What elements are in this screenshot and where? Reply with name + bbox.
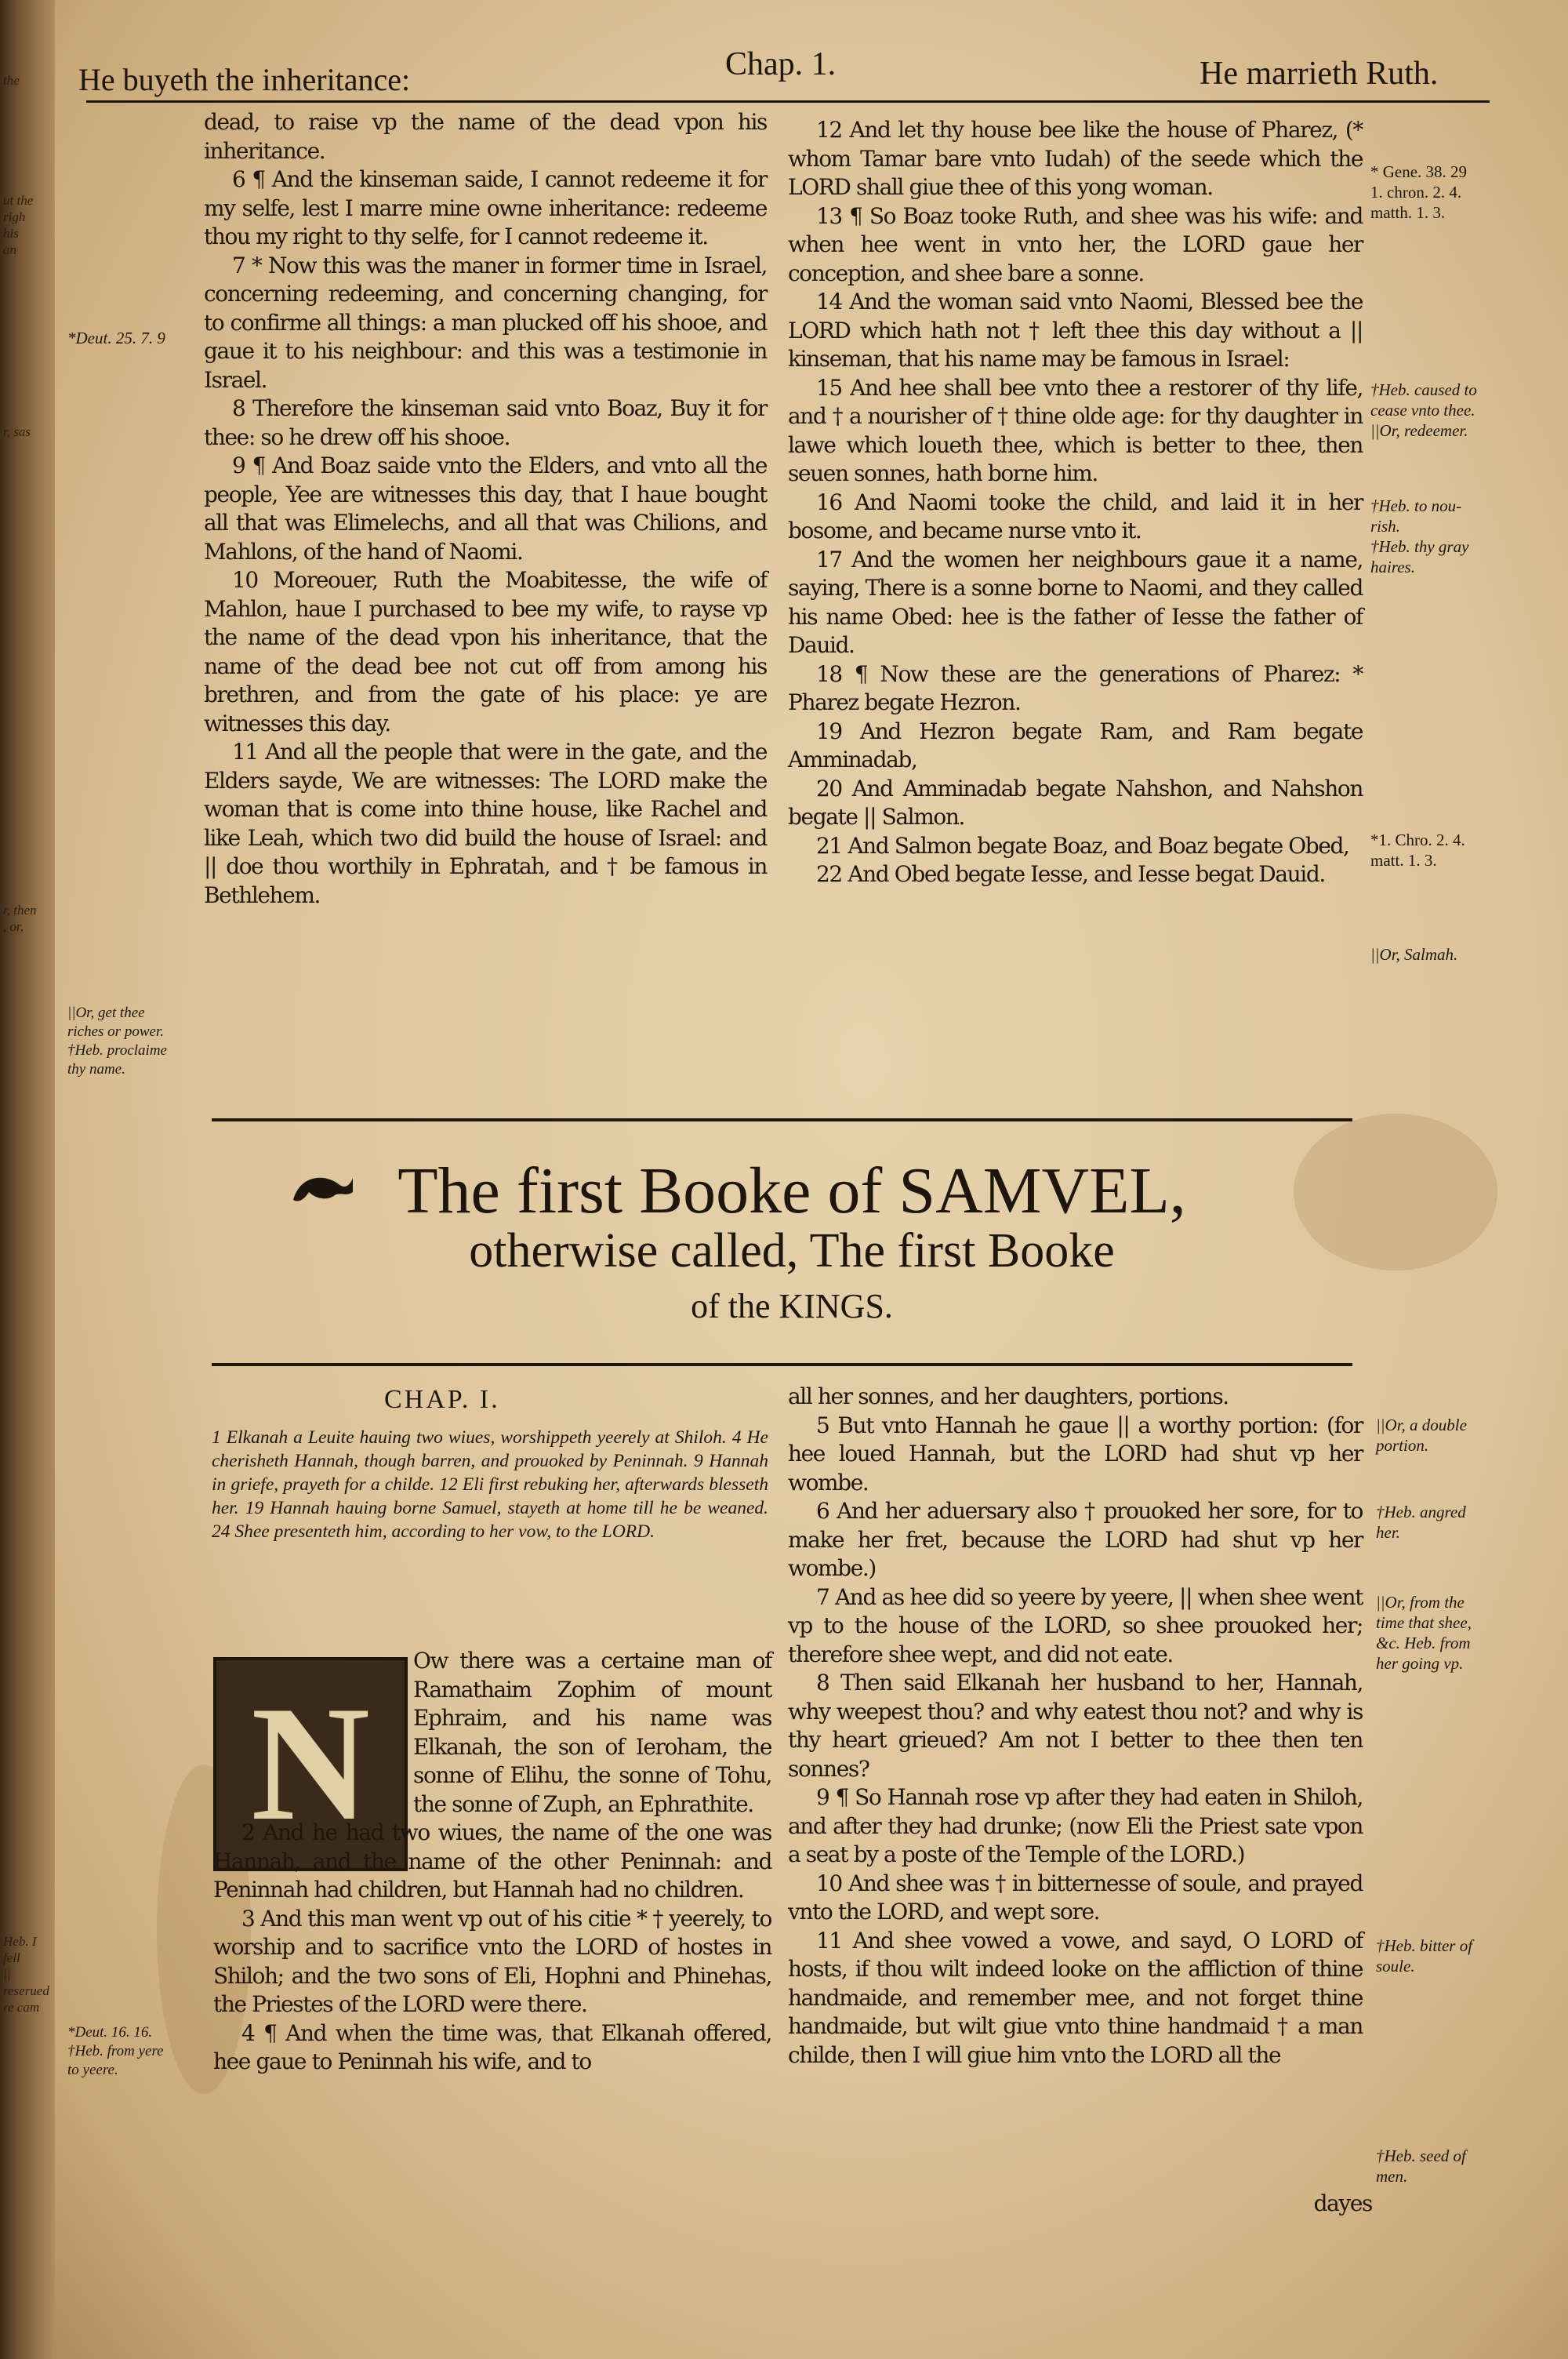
verse: 16 And Naomi tooke the child, and laid it in her bosome, and became nurse vnto it. [788, 489, 1363, 543]
samuel-column-right [788, 1383, 1363, 2070]
verse: 19 And Hezron begate Ram, and Ram begate Amminadab, [788, 718, 1363, 772]
margin-note: *Deut. 16. 16. †Heb. from yere to yeere. [67, 2024, 164, 2078]
verse: 14 And the woman said vnto Naomi, Blessed bee the LORD which hath not † left thee this day without a || kinseman, that his name may be famous in Israel: [788, 289, 1363, 372]
running-head-left: He buyeth the inheritance: [78, 62, 411, 97]
verse: 11 And all the people that were in the gate, and the Elders sayde, We are witnesses: The LORD make the woman that is come into thine house, like Rachel and like Leah, which two did build the house of Israel: and || doe thou worthily in Ephratah, and † be famous in Bethlehem. [204, 739, 767, 908]
verse: 3 And this man went vp out of his citie * † yeerely, to worship and to sacrifice vnto the LORD of hostes in Shiloh; and the two sons of Eli, Hophni and Phinehas, the Priestes of the LORD were there. [213, 1905, 771, 2017]
chapter-heading: CHAP. I. [384, 1385, 500, 1414]
verse: 4 ¶ And when the time was, that Elkanah offered, hee gaue to Peninnah his wife, and to [213, 2019, 771, 2074]
margin-note: ||Or, get thee riches or power. †Heb. proclaime thy name. [67, 1005, 167, 1078]
verse: dead, to raise vp the name of the dead vpon his inheritance. [204, 109, 767, 164]
title-rule-top [212, 1118, 1352, 1121]
verse: 8 Then said Elkanah her husband to her, Hannah, why weepest thou? and why eatest thou not? and why is thy heart grieued? Am not I better to thee then ten sonnes? [788, 1670, 1363, 1782]
verse: 12 And let thy house bee like the house of Pharez, (* whom Tamar bare vnto Iudah) of the seede which the LORD shall giue thee of this yong woman. [788, 117, 1363, 200]
catchword: dayes [1313, 2190, 1372, 2216]
margin-note: *Deut. 25. 7. 9 [67, 329, 165, 347]
margin-note: †Heb. seed of men. [1376, 2146, 1466, 2186]
verse: 22 And Obed begate Iesse, and Iesse begat Dauid. [816, 861, 1325, 887]
samuel-column-left [213, 1647, 771, 2077]
verse: 10 And shee was † in bitternesse of soule, and prayed vnto the LORD, and wept sore. [788, 1870, 1363, 1925]
margin-note: †Heb. caused to cease vnto thee. ||Or, redeemer. [1370, 380, 1477, 440]
verse: 13 ¶ So Boaz tooke Ruth, and shee was his wife: and when hee went in vnto her, the LORD gaue her conception, and shee bare a sonne. [788, 202, 1363, 286]
gutter-fragment: r, then , or, [3, 903, 37, 934]
verse: 17 And the women her neighbours gaue it a name, saying, There is a sonne borne to Naomi, and they called his name Obed: hee is the father of Iesse the father of Dauid. [788, 546, 1363, 658]
running-head-right: He marrieth Ruth. [1200, 56, 1439, 92]
verse: 15 And hee shall bee vnto thee a restorer of thy life, and † a nourisher of † thine olde age: for thy daughter in lawe which loueth thee, which is better to thee, then seuen sonnes, hath borne him. [788, 374, 1363, 486]
verse: 2 And he had two wiues, the name of the one was Hannah, and the name of the other Peninnah: and Peninnah had children, but Hannah had no children. [213, 1819, 771, 1903]
verse: 5 But vnto Hannah he gaue || a worthy portion: (for hee loued Hannah, but the LORD had shut vp her wombe. [788, 1412, 1363, 1496]
verse: 8 Therefore the kinseman said vnto Boaz, Buy it for thee: so he drew off his shooe. [204, 395, 767, 450]
verse: Ow there was a certaine man of Ramathaim Zophim of mount Ephraim, and his name was Elkanah, the son of Ieroham, the sonne of Elihu, the sonne of Tohu, the sonne of Zuph, an Ephrathite. [413, 1648, 771, 1817]
margin-note: ||Or, from the time that shee, &c. Heb. from her going vp. [1376, 1593, 1472, 1673]
verse: 6 ¶ And the kinseman saide, I cannot redeeme it for my selfe, lest I marre mine owne inheritance: redeeme thou my right to thy selfe, for I cannot redeeme it. [204, 166, 767, 249]
book-title-line-2: otherwise called, The first Booke [469, 1224, 1115, 1278]
margin-note: ||Or, a double portion. [1376, 1416, 1467, 1455]
header-rule [86, 100, 1490, 103]
running-head-chapter: Chap. 1. [725, 46, 837, 82]
verse: 10 Moreouer, Ruth the Moabitesse, the wife of Mahlon, haue I purchased to bee my wife, to rayse vp the name of the dead vpon his inheritance, that the name of the dead bee not cut off from among his brethren, and from the gate of his place: ye are witnesses this day. [204, 567, 767, 736]
verse: 11 And shee vowed a vowe, and sayd, O LORD of hosts, if thou wilt indeed looke on the affliction of thine handmaide, and remember mee, and not forget thine handmaide, but wilt giue vnto thine handmaid † a man childe, then I will giue him vnto the LORD all the [788, 1927, 1363, 2068]
verse: 18 ¶ Now these are the generations of Pharez: * Pharez begate Hezron. [788, 660, 1363, 715]
verse: 20 And Amminadab begate Nahshon, and Nahshon begate || Salmon. [788, 775, 1363, 830]
title-rule-bottom [212, 1363, 1352, 1366]
book-title-line-1: The first Booke of SAMVEL, [397, 1154, 1186, 1227]
verse: 21 And Salmon begate Boaz, and Boaz begate Obed, [816, 832, 1349, 859]
verse: 9 ¶ So Hannah rose vp after they had eaten in Shiloh, and after they had drunke; (now Eli the Priest sate vpon a seat by a poste of the Temple of the LORD.) [788, 1784, 1363, 1867]
gutter-fragment: r, sas [3, 424, 31, 439]
verse: 9 ¶ And Boaz saide vnto the Elders, and vnto all the people, Yee are witnesses this day, that I haue bought all that was Elimelechs, and all that was Chilions, and Mahlons, of the hand of Naomi. [204, 453, 767, 565]
margin-note: †Heb. angred her. [1376, 1503, 1466, 1542]
margin-note: †Heb. to nou- rish. †Heb. thy gray haires. [1370, 496, 1469, 576]
gutter-fragment: Heb. I fell || reserued re cam [3, 1934, 49, 2015]
ruth-column-right [788, 116, 1363, 889]
chapter-summary: 1 Elkanah a Leuite hauing two wiues, worshippeth yeerely at Shiloh. 4 He cherisheth Hannah, though barren, and prouoked by Peninnah. 9 Hannah in griefe, prayeth for a childe. 12 Eli first rebuking her, afterwards blesseth her. 19 Hannah hauing borne Samuel, stayeth at home till he be weaned. 24 Shee presenteth him, according to her vow, to the LORD. [212, 1427, 768, 1542]
verse: 6 And her aduersary also † prouoked her sore, for to make her fret, because the LORD had shut vp her wombe.) [788, 1498, 1363, 1581]
margin-note: †Heb. bitter of soule. [1376, 1936, 1473, 1976]
margin-note: * Gene. 38. 29 1. chron. 2. 4. matth. 1. 3. [1370, 162, 1468, 222]
gutter-fragment: the [3, 73, 20, 88]
verse: all her sonnes, and her daughters, portions. [788, 1383, 1229, 1409]
margin-note: ||Or, Salmah. [1370, 945, 1458, 964]
decorated-initial-letter: N [251, 1673, 370, 1855]
binding-gutter [0, 0, 55, 2359]
margin-note: *1. Chro. 2. 4. matt. 1. 3. [1370, 831, 1465, 870]
book-title-line-3: of the KINGS. [691, 1287, 893, 1325]
gutter-fragment: ut the righ his an [3, 193, 34, 257]
verse: 7 * Now this was the maner in former time in Israel, concerning redeeming, and concerning changing, for to confirme all things: a man plucked off his shooe, and gaue it to his neighbour: and this was a testimonie in Israel. [204, 252, 767, 393]
verse: 7 And as hee did so yeere by yeere, || when shee went vp to the house of the LORD, so shee prouoked her; therefore shee wept, and did not eate. [788, 1583, 1363, 1667]
ruth-column-left [204, 108, 767, 910]
